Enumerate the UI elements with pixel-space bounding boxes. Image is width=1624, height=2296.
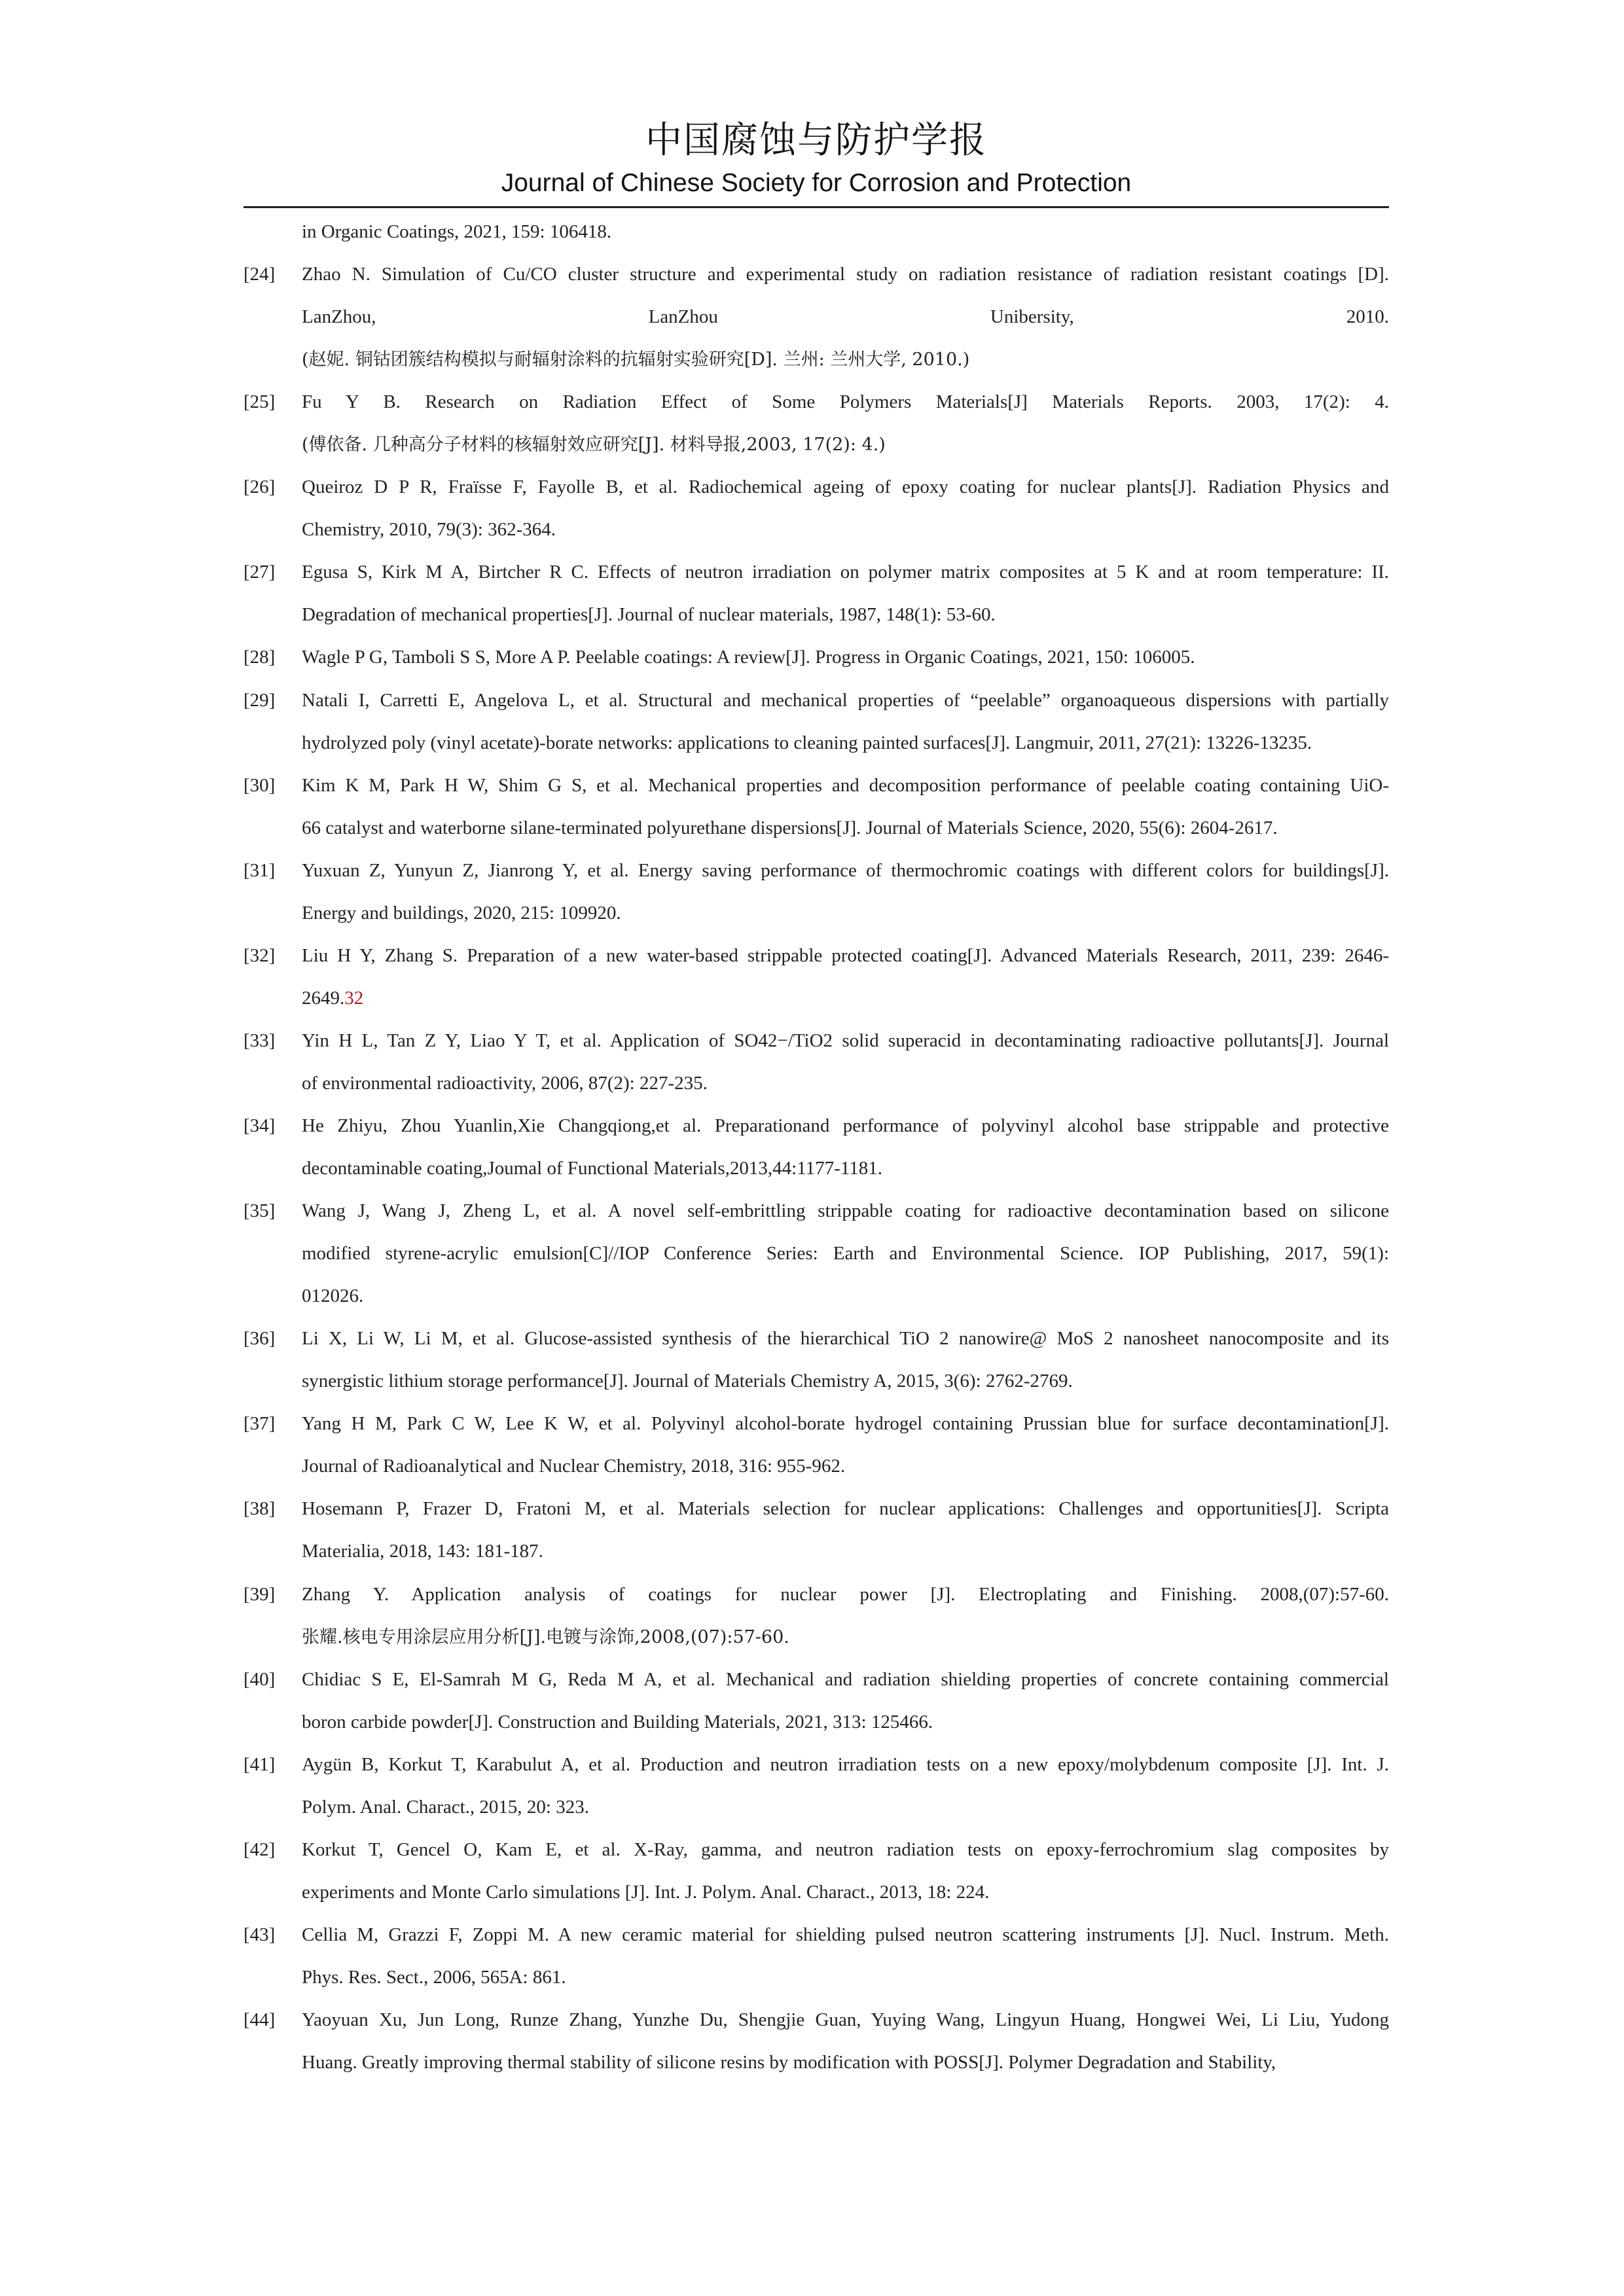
reference-text: Egusa S, Kirk M A, Birtcher R C. Effects of neutron irradiation on polymer matrix composites at 5 K and at room temperature: II.: [302, 562, 1389, 583]
reference-number: [31]: [244, 859, 276, 881]
reference-text: Wagle P G, Tamboli S S, More A P. Peelable coatings: A review[J]. Progress in Organic Coatings, 2021, 150: 106005.: [302, 647, 1195, 668]
reference-text: of environmental radioactivity, 2006, 87(2): 227-235.: [302, 1072, 708, 1094]
reference-number: [34]: [244, 1115, 276, 1136]
reference-text: hydrolyzed poly (vinyl acetate)-borate networks: applications to cleaning painted surfaces[J]. Langmuir, 2011, 27(21): 13226-13235.: [302, 732, 1312, 753]
reference-number: [27]: [244, 562, 276, 583]
reference-line: [244, 1666, 1389, 1708]
reference-line: [244, 303, 1389, 346]
reference-text: Zhao N. Simulation of Cu/CO cluster structure and experimental study on radiation resistance of radiation resistant coatings [D].: [302, 264, 1389, 285]
reference-text: Materialia, 2018, 143: 181-187.: [302, 1541, 543, 1562]
reference-line: [244, 1793, 1389, 1836]
reference-line: [244, 2006, 1389, 2049]
reference-line: [244, 1240, 1389, 1282]
reference-text: decontaminable coating,Joumal of Functional Materials,2013,44:1177-1181.: [302, 1158, 882, 1179]
reference-text: Huang. Greatly improving thermal stability of silicone resins by modification with POSS[J]. Polymer Degradation and Stability,: [302, 2052, 1276, 2073]
reference-number: [44]: [244, 2009, 276, 2030]
reference-line: [244, 431, 1389, 473]
reference-line: [244, 388, 1389, 431]
reference-text: LanZhou, LanZhou Unibersity, 2010.: [302, 306, 1389, 328]
reference-line: [244, 1878, 1389, 1921]
reference-text: 66 catalyst and waterborne silane-terminated polyurethane dispersions[J]. Journal of Materials Science, 2020, 55(6): 2604-2617.: [302, 817, 1278, 838]
reference-line: [244, 1197, 1389, 1240]
reference-line: [244, 772, 1389, 814]
reference-line: [244, 1836, 1389, 1878]
reference-line: [244, 1112, 1389, 1155]
reference-line: [244, 1708, 1389, 1751]
reference-line: [244, 899, 1389, 942]
reference-text: Phys. Res. Sect., 2006, 565A: 861.: [302, 1966, 566, 1988]
reference-number: [33]: [244, 1030, 276, 1051]
reference-number: [38]: [244, 1498, 276, 1520]
reference-text: Energy and buildings, 2020, 215: 109920.: [302, 902, 621, 924]
reference-text: Liu H Y, Zhang S. Preparation of a new water-based strippable protected coating[J]. Advanced Materials Research, 2011, 239: 2646-: [302, 944, 1389, 966]
reference-line: [244, 643, 1389, 686]
reference-text: modified styrene-acrylic emulsion[C]//IOP Conference Series: Earth and Environmental Science. IOP Publishing, 2017, 59(1):: [302, 1243, 1389, 1265]
reference-line: [244, 1495, 1389, 1537]
reference-text: Li X, Li W, Li M, et al. Glucose-assisted synthesis of the hierarchical TiO 2 nanowire@ MoS 2 nanosheet nanocomposite and its: [302, 1328, 1389, 1350]
reference-text: Chidiac S E, El-Samrah M G, Reda M A, et al. Mechanical and radiation shielding properties of concrete containing commercial: [302, 1668, 1389, 1690]
reference-text: Cellia M, Grazzi F, Zoppi M. A new ceramic material for shielding pulsed neutron scattering instruments [J]. Nucl. Instrum. Meth.: [302, 1924, 1389, 1945]
reference-line: [244, 218, 1389, 260]
reference-line: [244, 1282, 1389, 1325]
reference-number: [29]: [244, 689, 276, 711]
reference-number: [39]: [244, 1583, 276, 1605]
reference-line: [244, 473, 1389, 516]
reference-text: Korkut T, Gencel O, Kam E, et al. X-Ray, gamma, and neutron radiation tests on epoxy-ferrochromium slag composites by: [302, 1839, 1389, 1860]
reference-text: 012026.: [302, 1285, 364, 1307]
reference-text: (傅依备. 几种高分子材料的核辐射效应研究[J]. 材料导报,2003, 17(2): 4.): [302, 435, 886, 456]
reference-line: [244, 260, 1389, 303]
reference-number: [28]: [244, 647, 276, 668]
reference-line: [244, 942, 1389, 984]
reference-text: in Organic Coatings, 2021, 159: 106418.: [302, 221, 612, 242]
reference-line: [244, 984, 1389, 1027]
reference-line: [244, 1027, 1389, 1069]
reference-line: [244, 601, 1389, 643]
reference-text: Degradation of mechanical properties[J]. Journal of nuclear materials, 1987, 148(1): 53-60.: [302, 604, 996, 626]
reference-line: [244, 729, 1389, 772]
reference-line: [244, 687, 1389, 729]
reference-text: 张耀.核电专用涂层应用分析[J].电镀与涂饰,2008,(07):57-60.: [302, 1626, 789, 1647]
reference-number: [42]: [244, 1839, 276, 1860]
reference-line: [244, 1410, 1389, 1452]
reference-text: Yaoyuan Xu, Jun Long, Runze Zhang, Yunzhe Du, Shengjie Guan, Yuying Wang, Lingyun Huang, Hongwei Wei, Li Liu, Yudong: [302, 2009, 1389, 2030]
reference-marker: 32: [344, 987, 364, 1009]
reference-line: [244, 1537, 1389, 1580]
reference-list: [244, 218, 1389, 2091]
reference-line: [244, 516, 1389, 558]
reference-text: Yuxuan Z, Yunyun Z, Jianrong Y, et al. Energy saving performance of thermochromic coatings with different colors for buildings[J].: [302, 859, 1389, 881]
reference-number: [36]: [244, 1328, 276, 1350]
reference-text: Aygün B, Korkut T, Karabulut A, et al. Production and neutron irradiation tests on a new epoxy/molybdenum composite [J]. Int. J.: [302, 1753, 1389, 1775]
reference-line: [244, 1964, 1389, 2006]
reference-text: (赵妮. 铜钴团簇结构模拟与耐辐射涂料的抗辐射实验研究[D]. 兰州: 兰州大学, 2010.): [302, 350, 970, 370]
reference-number: [25]: [244, 391, 276, 413]
header-divider: [244, 206, 1389, 208]
reference-number: [35]: [244, 1200, 276, 1222]
reference-text: Natali I, Carretti E, Angelova L, et al. Structural and mechanical properties of “peelable” organoaqueous dispersions with partially: [302, 689, 1389, 711]
reference-line: [244, 1069, 1389, 1112]
reference-line: [244, 857, 1389, 899]
reference-line: [244, 1325, 1389, 1367]
reference-number: [26]: [244, 476, 276, 498]
reference-number: [32]: [244, 944, 276, 966]
reference-text: synergistic lithium storage performance[J]. Journal of Materials Chemistry A, 2015, 3(6): 2762-2769.: [302, 1371, 1073, 1392]
reference-line: [244, 1623, 1389, 1666]
reference-text: Polym. Anal. Charact., 2015, 20: 323.: [302, 1796, 589, 1818]
reference-text: Journal of Radioanalytical and Nuclear Chemistry, 2018, 316: 955-962.: [302, 1456, 846, 1477]
reference-number: [40]: [244, 1668, 276, 1690]
reference-line: [244, 1581, 1389, 1623]
reference-text: He Zhiyu, Zhou Yuanlin,Xie Changqiong,et al. Preparationand performance of polyvinyl alcohol base strippable and protective: [302, 1115, 1389, 1136]
reference-text: Kim K M, Park H W, Shim G S, et al. Mechanical properties and decomposition performance of peelable coating containing UiO-: [302, 774, 1389, 796]
reference-line: [244, 346, 1389, 388]
journal-title-en: Journal of Chinese Society for Corrosion and Protection: [501, 169, 1132, 197]
reference-line: [244, 558, 1389, 601]
reference-line: [244, 1921, 1389, 1964]
reference-line: [244, 1751, 1389, 1793]
reference-text: Zhang Y. Application analysis of coatings for nuclear power [J]. Electroplating and Finishing. 2008,(07):57-60.: [302, 1583, 1389, 1605]
reference-text: Wang J, Wang J, Zheng L, et al. A novel self-embrittling strippable coating for radioactive decontamination based on silicone: [302, 1200, 1389, 1222]
reference-text: 2649.32: [302, 987, 364, 1009]
reference-number: [43]: [244, 1924, 276, 1945]
reference-line: [244, 1367, 1389, 1410]
reference-text: Queiroz D P R, Fraïsse F, Fayolle B, et al. Radiochemical ageing of epoxy coating for nuclear plants[J]. Radiation Physics and: [302, 476, 1389, 498]
journal-header: [244, 117, 1389, 200]
reference-number: [41]: [244, 1753, 276, 1775]
reference-text: Hosemann P, Frazer D, Fratoni M, et al. Materials selection for nuclear applications: Challenges and opportunities[J]. Scripta: [302, 1498, 1389, 1520]
reference-text: experiments and Monte Carlo simulations [J]. Int. J. Polym. Anal. Charact., 2013, 18: 224.: [302, 1881, 990, 1903]
reference-number: [24]: [244, 264, 276, 285]
reference-line: [244, 1155, 1389, 1197]
reference-line: [244, 2049, 1389, 2091]
reference-number: [37]: [244, 1413, 276, 1435]
reference-line: [244, 814, 1389, 857]
reference-text: Fu Y B. Research on Radiation Effect of Some Polymers Materials[J] Materials Reports. 2003, 17(2): 4.: [302, 391, 1389, 413]
reference-text: Yin H L, Tan Z Y, Liao Y T, et al. Application of SO42−/TiO2 solid superacid in decontaminating radioactive pollutants[J]. Journal: [302, 1030, 1389, 1051]
reference-number: [30]: [244, 774, 276, 796]
reference-text: Yang H M, Park C W, Lee K W, et al. Polyvinyl alcohol-borate hydrogel containing Prussian blue for surface decontamination[J].: [302, 1413, 1389, 1435]
reference-line: [244, 1452, 1389, 1495]
journal-title-cn: 中国腐蚀与防护学报: [645, 119, 987, 162]
reference-text: Chemistry, 2010, 79(3): 362-364.: [302, 519, 556, 541]
reference-text: boron carbide powder[J]. Construction and Building Materials, 2021, 313: 125466.: [302, 1711, 933, 1732]
